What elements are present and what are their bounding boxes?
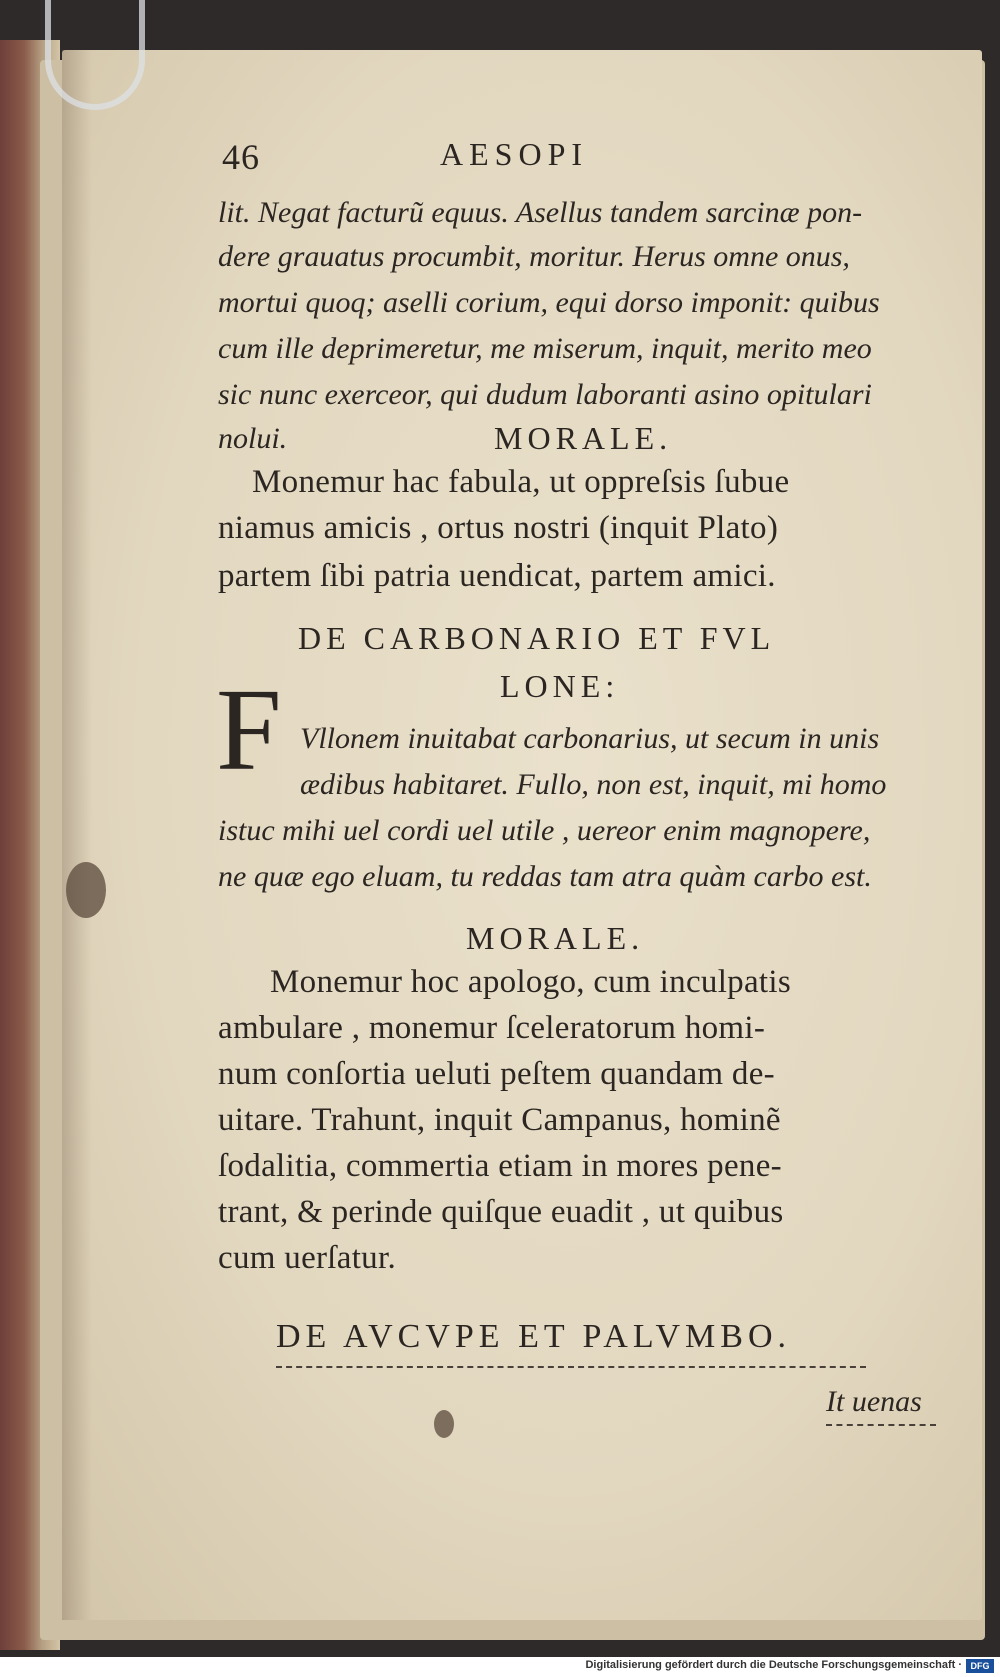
text-line: ædibus habitaret. Fullo, non est, inquit, mi homo bbox=[300, 768, 887, 801]
drop-cap: F bbox=[216, 664, 282, 795]
ink-stain bbox=[434, 1410, 454, 1438]
text-line: nolui. bbox=[218, 422, 288, 455]
text-line: mortui quoq; aselli corium, equi dorso imponit: quibus bbox=[218, 286, 880, 319]
dfg-logo: DFG bbox=[966, 1659, 994, 1673]
running-head: AESOPI bbox=[440, 136, 589, 172]
catchword: It uenas bbox=[826, 1385, 922, 1418]
moral-line: num conſortia ueluti peſtem quandam de- bbox=[218, 1056, 775, 1092]
text-line: sic nunc exerceor, qui dudum laboranti asino opitulari bbox=[218, 378, 872, 411]
next-fable-title: DE AVCVPE ET PALVMBO. bbox=[276, 1318, 792, 1355]
footer-credit: Digitalisierung gefördert durch die Deutsche Forschungsgemeinschaft · bbox=[585, 1659, 962, 1671]
fable-title: DE CARBONARIO ET FVL bbox=[298, 620, 776, 656]
text-line: cum ille deprimeretur, me miserum, inquit, merito meo bbox=[218, 332, 872, 365]
text-line: istuc mihi uel cordi uel utile , uereor enim magnopere, bbox=[218, 814, 871, 847]
page-clip bbox=[45, 0, 145, 110]
moral-line: Monemur hoc apologo, cum inculpatis bbox=[270, 964, 791, 1000]
moral-line: partem ſibi patria uendicat, partem amici. bbox=[218, 558, 776, 594]
text-line: lit. Negat facturũ equus. Asellus tandem sarcinæ pon- bbox=[218, 196, 863, 229]
moral-heading: MORALE. bbox=[466, 920, 645, 956]
moral-line: cum uerſatur. bbox=[218, 1240, 397, 1276]
title-underline bbox=[276, 1366, 866, 1368]
moral-line: ſodalitia, commertia etiam in mores pene- bbox=[218, 1148, 782, 1184]
spine-shadow bbox=[62, 50, 92, 1620]
text-line: ne quæ ego eluam, tu reddas tam atra quàm carbo est. bbox=[218, 860, 872, 893]
moral-line: ambulare , monemur ſceleratorum homi- bbox=[218, 1010, 766, 1046]
text-line: dere grauatus procumbit, moritur. Herus omne onus, bbox=[218, 240, 850, 273]
catchword-underline bbox=[826, 1424, 936, 1426]
moral-line: niamus amicis , ortus nostri (inquit Plato) bbox=[218, 510, 779, 546]
moral-line: trant, & perinde quiſque euadit , ut quibus bbox=[218, 1194, 784, 1230]
fable-title-continued: LONE: bbox=[500, 668, 620, 704]
moral-line: Monemur hac fabula, ut oppreſsis ſubue bbox=[252, 464, 790, 500]
text-line: Vllonem inuitabat carbonarius, ut secum in unis bbox=[300, 722, 880, 755]
moral-heading: MORALE. bbox=[494, 420, 673, 456]
ink-stain bbox=[66, 862, 106, 918]
moral-line: uitare. Trahunt, inquit Campanus, hominẽ bbox=[218, 1102, 781, 1138]
page-number: 46 bbox=[222, 137, 260, 177]
